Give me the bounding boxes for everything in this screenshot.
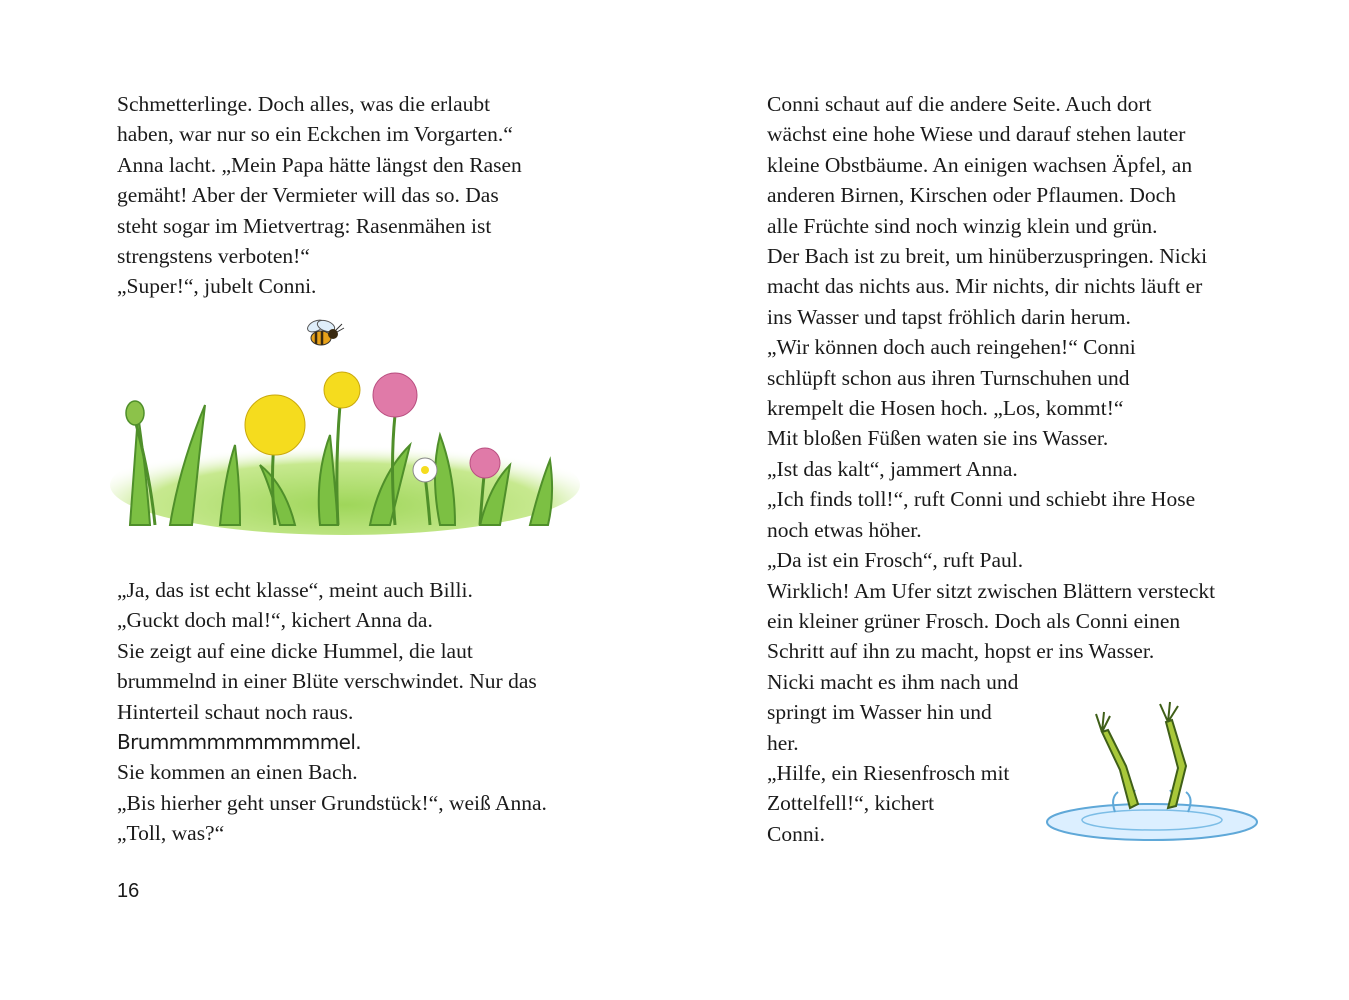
meadow-icon [110,365,580,535]
text-line: ins Wasser und tapst fröhlich darin herum. [767,304,1131,329]
text-line: brummelnd in einer Blüte verschwindet. Nur das [117,669,537,694]
text-line: Schmetterlinge. Doch alles, was die erlaubt [117,92,491,116]
text-line: „Da ist ein Frosch“, ruft Paul. [767,548,1024,573]
text-line: krempelt die Hosen hoch. „Los, kommt!“ [767,396,1124,421]
text-line: wächst eine hohe Wiese und darauf stehen lauter [767,122,1186,147]
text-line: Nicki macht es ihm nach und [767,669,1019,694]
text-line: „Super!“, jubelt Conni. [117,274,317,299]
text-line: gemäht! Aber der Vermieter will das so. Das [117,183,499,208]
text-line: alle Früchte sind noch winzig klein und grün. [767,213,1158,238]
text-line: „Wir können doch auch reingehen!“ Conni [767,335,1136,360]
text-line: macht das nichts aus. Mir nichts, dir nichts läuft er [767,274,1203,299]
text-line: kleine Obstbäume. An einigen wachsen Äpfel, an [767,152,1193,177]
text-line: anderen Birnen, Kirschen oder Pflaumen. Doch [767,183,1176,208]
text-line: „Guckt doch mal!“, kichert Anna da. [117,608,433,633]
text-line: ein kleiner grüner Frosch. Doch als Conni einen [767,608,1181,633]
text-line: „Hilfe, ein Riesenfrosch mit [767,760,1010,785]
text-line: „Ist das kalt“, jammert Anna. [767,456,1018,481]
text-line: springt im Wasser hin und [767,700,992,725]
text-line: Der Bach ist zu breit, um hinüberzuspringen. Nicki [767,244,1208,269]
text-line: „Toll, was?“ [117,821,225,846]
page-number: 16 [117,880,140,902]
text-line: Sie zeigt auf eine dicke Hummel, die laut [117,638,473,663]
text-line: her. [767,730,799,755]
left-bottom-paragraph [117,575,547,849]
bee-icon [296,318,348,354]
sound-word: Brummmmmmmmmmel. [117,730,362,755]
text-line: noch etwas höher. [767,517,922,542]
text-line: Conni schaut auf die andere Seite. Auch dort [767,92,1152,116]
text-line: Mit bloßen Füßen waten sie ins Wasser. [767,426,1109,451]
text-line: haben, war nur so ein Eckchen im Vorgarten.“ [117,122,513,147]
text-line: „Bis hierher geht unser Grundstück!“, weiß Anna. [117,790,547,815]
text-line: steht sogar im Mietvertrag: Rasenmähen ist [117,213,492,238]
text-line: Anna lacht. „Mein Papa hätte längst den Rasen [117,152,522,177]
text-line: „Ja, das ist echt klasse“, meint auch Billi. [117,578,473,602]
left-top-paragraph [117,89,522,302]
text-line: schlüpft schon aus ihren Turnschuhen und [767,365,1130,390]
text-line: Conni. [767,821,825,846]
text-line: Zottelfell!“, kichert [767,791,935,816]
text-line: Sie kommen an einen Bach. [117,760,358,785]
text-line: „Ich finds toll!“, ruft Conni und schiebt ihre Hose [767,487,1196,512]
text-line: Schritt auf ihn zu macht, hopst er ins Wasser. [767,639,1155,664]
text-line: Wirklich! Am Ufer sitzt zwischen Blättern versteckt [767,578,1216,603]
text-line: Hinterteil schaut noch raus. [117,699,354,724]
text-line: strengstens verboten!“ [117,244,310,269]
frog-icon [1040,700,1265,855]
